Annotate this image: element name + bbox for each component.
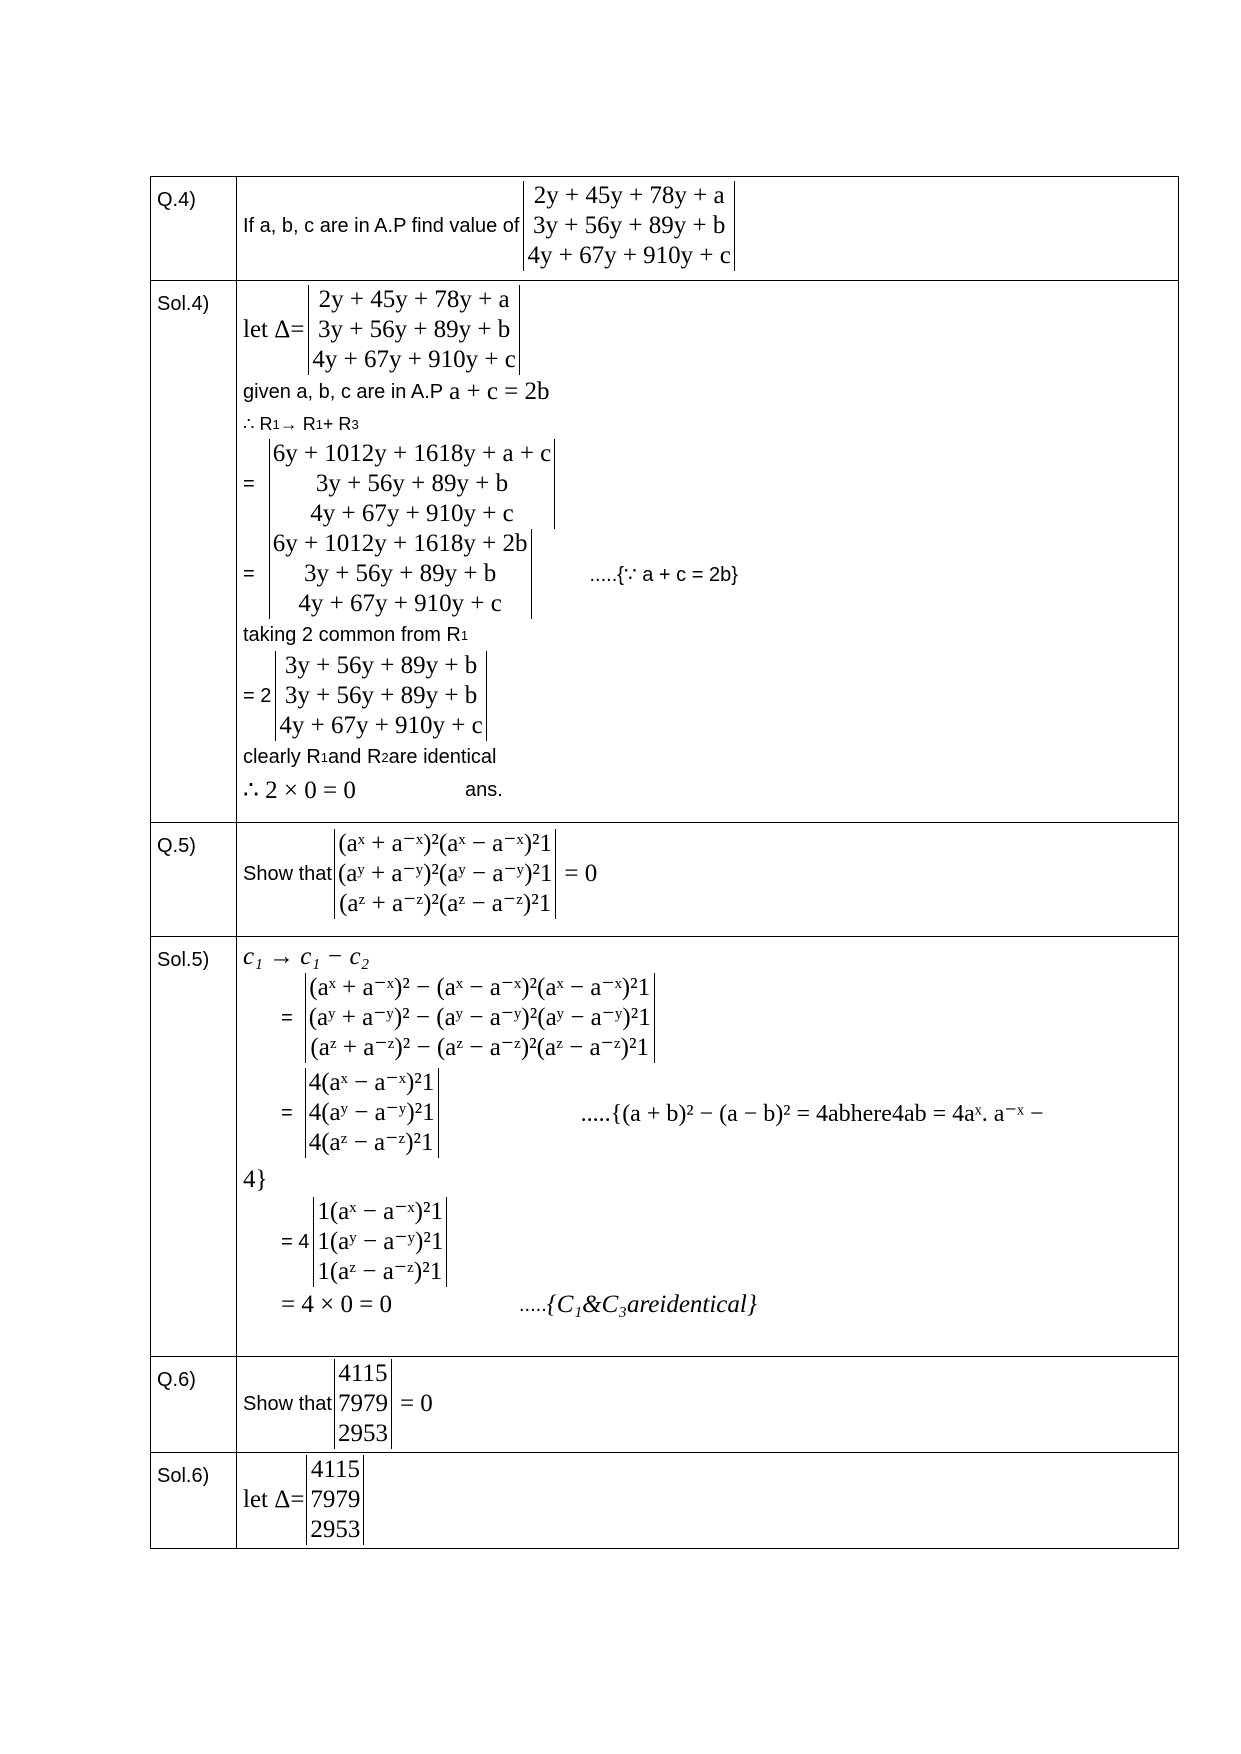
det-row: (aˣ + a⁻ˣ)² − (aˣ − a⁻ˣ)²(aˣ − a⁻ˣ)²1	[309, 974, 651, 1001]
sol4-result: ∴ 2 × 0 = 0	[243, 777, 356, 804]
q6-determinant	[334, 1359, 392, 1449]
det-row: 4(aᶻ − a⁻ᶻ)²1	[308, 1129, 434, 1156]
q6-body	[237, 1357, 1179, 1453]
op-sub: 1	[315, 416, 323, 432]
row-operation	[243, 409, 1178, 439]
coefficient: = 4	[281, 1230, 310, 1253]
sol4-body	[237, 281, 1179, 823]
row-sub: 2	[381, 749, 389, 765]
q5-label: Q.5)	[151, 823, 237, 937]
q6-row	[151, 1357, 1179, 1453]
det-row: 1(aᶻ − a⁻ᶻ)²1	[317, 1258, 443, 1285]
op-arrow: → R	[279, 413, 316, 434]
op-sub: 1	[272, 416, 280, 432]
det-row: (aᶻ + a⁻ᶻ)²(aᶻ − a⁻ᶻ)²1	[339, 890, 552, 917]
q5-determinant	[334, 829, 556, 919]
sol6-row	[151, 1453, 1179, 1549]
q6-label: Q.6)	[151, 1357, 237, 1453]
det-row: (aʸ + a⁻ʸ)²(aʸ − a⁻ʸ)²1	[337, 860, 553, 887]
qa-table	[150, 176, 1179, 1549]
sol5-label: Sol.5)	[151, 937, 237, 1357]
det-row: (aˣ + a⁻ˣ)²(aˣ − a⁻ˣ)²1	[338, 830, 553, 857]
det-row: 3y + 56y + 89y + b	[317, 316, 511, 343]
det-row: 7979	[310, 1486, 361, 1513]
sol6-determinant	[306, 1455, 364, 1545]
sol5-body	[237, 937, 1179, 1357]
det-row: 6y + 1012y + 1618y + 2b	[272, 530, 528, 557]
given-text: given a, b, c are in A.P	[243, 380, 444, 403]
clearly-text: clearly R	[243, 745, 321, 768]
equals-sign: =	[243, 472, 255, 495]
sol5-step2-note: .....{(a + b)² − (a − b)² = 4abhere4ab = 4aˣ. a⁻ˣ −	[580, 1100, 1044, 1127]
det-row: 3y + 56y + 89y + b	[533, 212, 726, 239]
det-row: (aʸ + a⁻ʸ)² − (aʸ − a⁻ʸ)²(aʸ − a⁻ʸ)²1	[308, 1004, 651, 1031]
q5-prompt: Show that	[243, 862, 332, 885]
op-prefix: ∴ R	[243, 413, 273, 434]
det-row: 3y + 56y + 89y + b	[303, 560, 497, 587]
det-row: 4y + 67y + 910y + c	[279, 712, 483, 739]
det-row: 7979	[337, 1390, 388, 1417]
sol4-step3-determinant	[275, 651, 486, 741]
let-delta: let Δ=	[243, 316, 305, 343]
det-row: 3y + 56y + 89y + b	[315, 470, 509, 497]
q4-row	[151, 177, 1179, 281]
q4-determinant	[523, 181, 734, 271]
clearly-text: are identical	[388, 745, 497, 768]
ans-label: ans.	[465, 778, 503, 801]
det-row: 4115	[310, 1456, 360, 1483]
sol5-step3-determinant	[313, 1197, 447, 1287]
coefficient: = 2	[243, 684, 272, 707]
sol5-row	[151, 937, 1179, 1357]
sol5-step1-determinant	[305, 973, 655, 1063]
det-row: 4y + 67y + 910y + c	[312, 346, 516, 373]
q4-prompt: If a, b, c are in A.P find value of	[243, 214, 520, 237]
det-row: (aᶻ + a⁻ᶻ)² − (aᶻ − a⁻ᶻ)²(aᶻ − a⁻ᶻ)²1	[310, 1034, 649, 1061]
common-sub: 1	[460, 627, 469, 643]
q6-prompt: Show that	[243, 1392, 332, 1415]
step2-note: .....{∵ a + c = 2b}	[589, 563, 738, 586]
q4-label: Q.4)	[151, 177, 237, 281]
clearly-text: and R	[328, 745, 382, 768]
sol5-operation: c₁ → c₁ − c₂	[243, 943, 370, 970]
sol6-label: Sol.6)	[151, 1453, 237, 1549]
det-row: 3y + 56y + 89y + b	[284, 682, 478, 709]
given-equation: a + c = 2b	[449, 378, 550, 405]
det-row: 4(aʸ − a⁻ʸ)²1	[308, 1099, 435, 1126]
det-row: 6y + 1012y + 1618y + a + c	[272, 440, 552, 467]
det-row: 4y + 67y + 910y + c	[527, 242, 731, 269]
equals-sign: =	[281, 1101, 293, 1124]
sol4-step1-determinant	[269, 439, 556, 529]
sol4-determinant	[308, 285, 519, 375]
det-row: 4115	[338, 1360, 388, 1387]
det-row: 2953	[310, 1516, 361, 1543]
q5-body	[237, 823, 1179, 937]
det-row: 4y + 67y + 910y + c	[310, 500, 514, 527]
q4-body	[237, 177, 1179, 281]
common-text: taking 2 common from R	[243, 623, 461, 646]
identical-line	[243, 741, 1178, 773]
sol4-label: Sol.4)	[151, 281, 237, 823]
row-sub: 1	[320, 749, 329, 765]
det-row: 3y + 56y + 89y + b	[284, 652, 478, 679]
sol4-row	[151, 281, 1179, 823]
let-delta: let Δ=	[243, 1486, 305, 1513]
det-row: 2y + 45y + 78y + a	[533, 182, 725, 209]
equals-sign: =	[281, 1006, 293, 1029]
op-sub: 3	[351, 416, 359, 432]
q6-equals: = 0	[399, 1390, 433, 1417]
sol5-step2-determinant	[305, 1068, 439, 1158]
det-row: 2y + 45y + 78y + a	[318, 286, 510, 313]
det-row: 1(aˣ − a⁻ˣ)²1	[317, 1198, 443, 1225]
det-row: 4(aˣ − a⁻ˣ)²1	[308, 1069, 435, 1096]
det-row: 4y + 67y + 910y + c	[298, 590, 502, 617]
equals-sign: =	[243, 562, 255, 585]
q5-row	[151, 823, 1179, 937]
sol5-result: = 4 × 0 = 0	[281, 1291, 393, 1318]
det-row: 2953	[337, 1420, 388, 1447]
sol5-result-note: {C₁&C₃areidentical}	[546, 1291, 757, 1318]
sol4-step2-determinant	[269, 529, 532, 619]
sol6-body	[237, 1453, 1179, 1549]
sol5-note-dots: .....	[519, 1293, 547, 1316]
det-row: 1(aʸ − a⁻ʸ)²1	[317, 1228, 444, 1255]
q5-equals: = 0	[564, 860, 598, 887]
op-plus: + R	[322, 413, 352, 434]
sol5-note-continued: 4}	[243, 1166, 268, 1193]
common-line	[243, 619, 1178, 651]
